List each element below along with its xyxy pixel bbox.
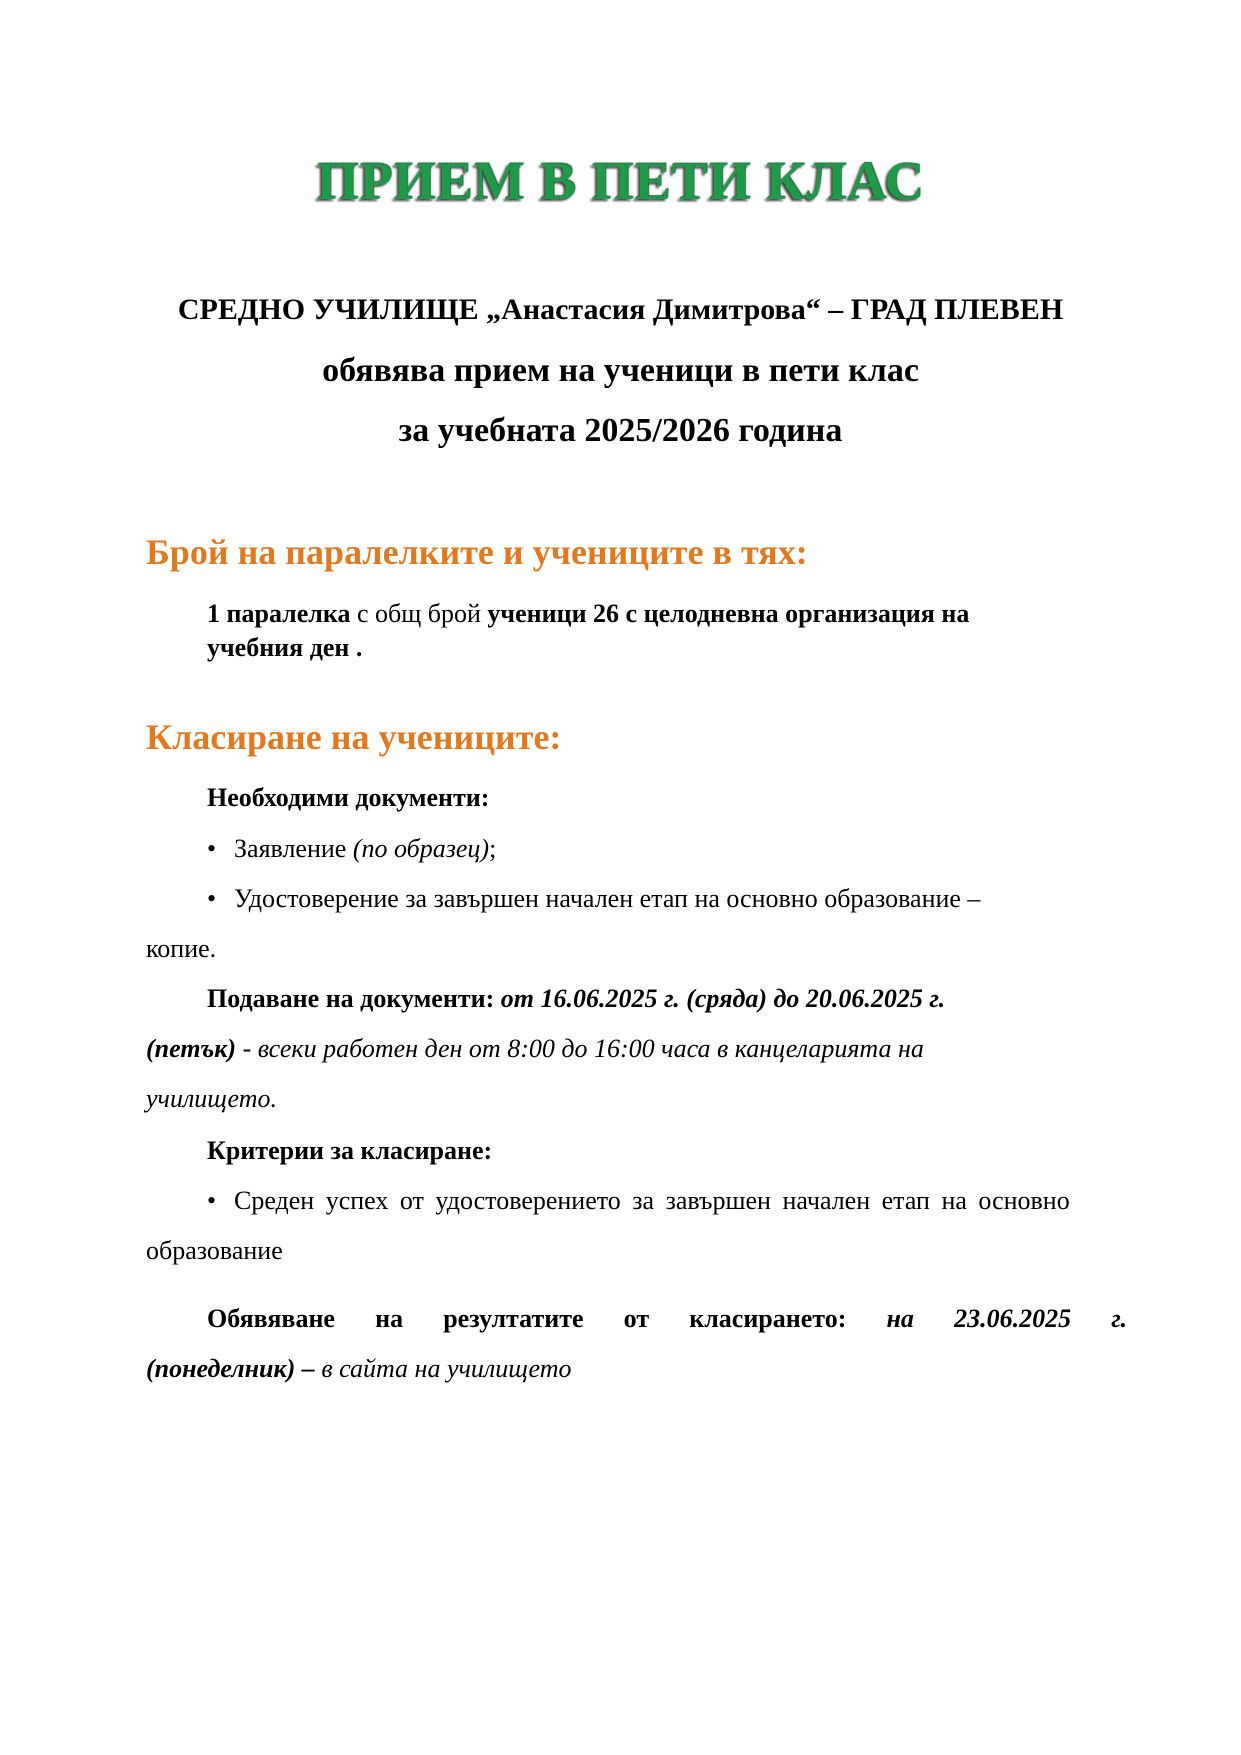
results-date: 23.06.2025: [954, 1304, 1072, 1333]
school-year-line: за учебната 2025/2026 година: [398, 412, 843, 449]
section-heading-ranking: Класиране на учениците:: [146, 717, 562, 757]
results-line1: [207, 1302, 1127, 1336]
results-word: на: [375, 1304, 404, 1333]
section-heading-classes: Брой на паралелките и учениците в тях:: [146, 532, 808, 572]
bullet-certificate: [207, 882, 980, 916]
bullet-certificate-line2: копие.: [146, 934, 217, 963]
submission-line1: [207, 982, 945, 1016]
bullet-application: [207, 832, 496, 866]
classes-paragraph-line2: учебния ден .: [207, 633, 363, 662]
bullet-icon: •: [207, 884, 217, 913]
submission-hours: - всеки работен ден от 8:00 до 16:00 часа в канцеларията на: [236, 1034, 924, 1063]
submission-end-day: (петък): [146, 1034, 237, 1063]
submission-label: Подаване на документи:: [207, 984, 495, 1013]
criteria-line2: образование: [146, 1236, 283, 1265]
submission-dates: от 16.06.2025 г. (сряда) до 20.06.2025 г.: [494, 984, 946, 1013]
results-word: Обявяване: [207, 1304, 335, 1333]
bullet-certificate-text: Удостоверение за завършен начален етап на основно образование –: [234, 884, 981, 913]
results-line2: [146, 1352, 572, 1386]
classes-paragraph-line1: [207, 597, 969, 631]
bullet-icon: •: [207, 1186, 217, 1215]
results-word: от: [623, 1304, 650, 1333]
criteria-bullet-text: [207, 1184, 1127, 1218]
criteria-bullet: [207, 1184, 1127, 1218]
bullet-application-end: ;: [489, 834, 497, 863]
results-word: резултатите: [443, 1304, 584, 1333]
page-title: ПРИЕМ В ПЕТИ КЛАС: [316, 151, 925, 211]
classes-text: с общ брой: [350, 599, 488, 628]
announcement-line: обявява прием на ученици в пети клас: [322, 352, 919, 389]
school-name: СРЕДНО УЧИЛИЩЕ „Анастасия Димитрова“ – ГРАД ПЛЕВЕН: [177, 293, 1064, 326]
submission-line3: училището.: [146, 1084, 278, 1113]
results-place: в сайта на училището: [314, 1354, 572, 1383]
results-word: г.: [1111, 1304, 1127, 1333]
results-word: на: [886, 1304, 914, 1333]
bullet-icon: •: [207, 834, 217, 863]
docs-label: Необходими документи:: [207, 783, 490, 812]
bullet-application-note: (по образец): [352, 834, 490, 863]
criteria-bullet-content: Среден успех от удостоверението за завършен начален етап на основно: [234, 1186, 1070, 1215]
criteria-label: Критерии за класиране:: [207, 1136, 493, 1165]
students-count: ученици 26 с целодневна организация на: [487, 599, 970, 628]
classes-count: 1 паралелка: [207, 599, 351, 628]
bullet-application-text: Заявление: [234, 834, 353, 863]
results-word: класирането:: [689, 1304, 847, 1333]
results-day: (понеделник) –: [146, 1354, 315, 1383]
submission-line2: [146, 1032, 924, 1066]
